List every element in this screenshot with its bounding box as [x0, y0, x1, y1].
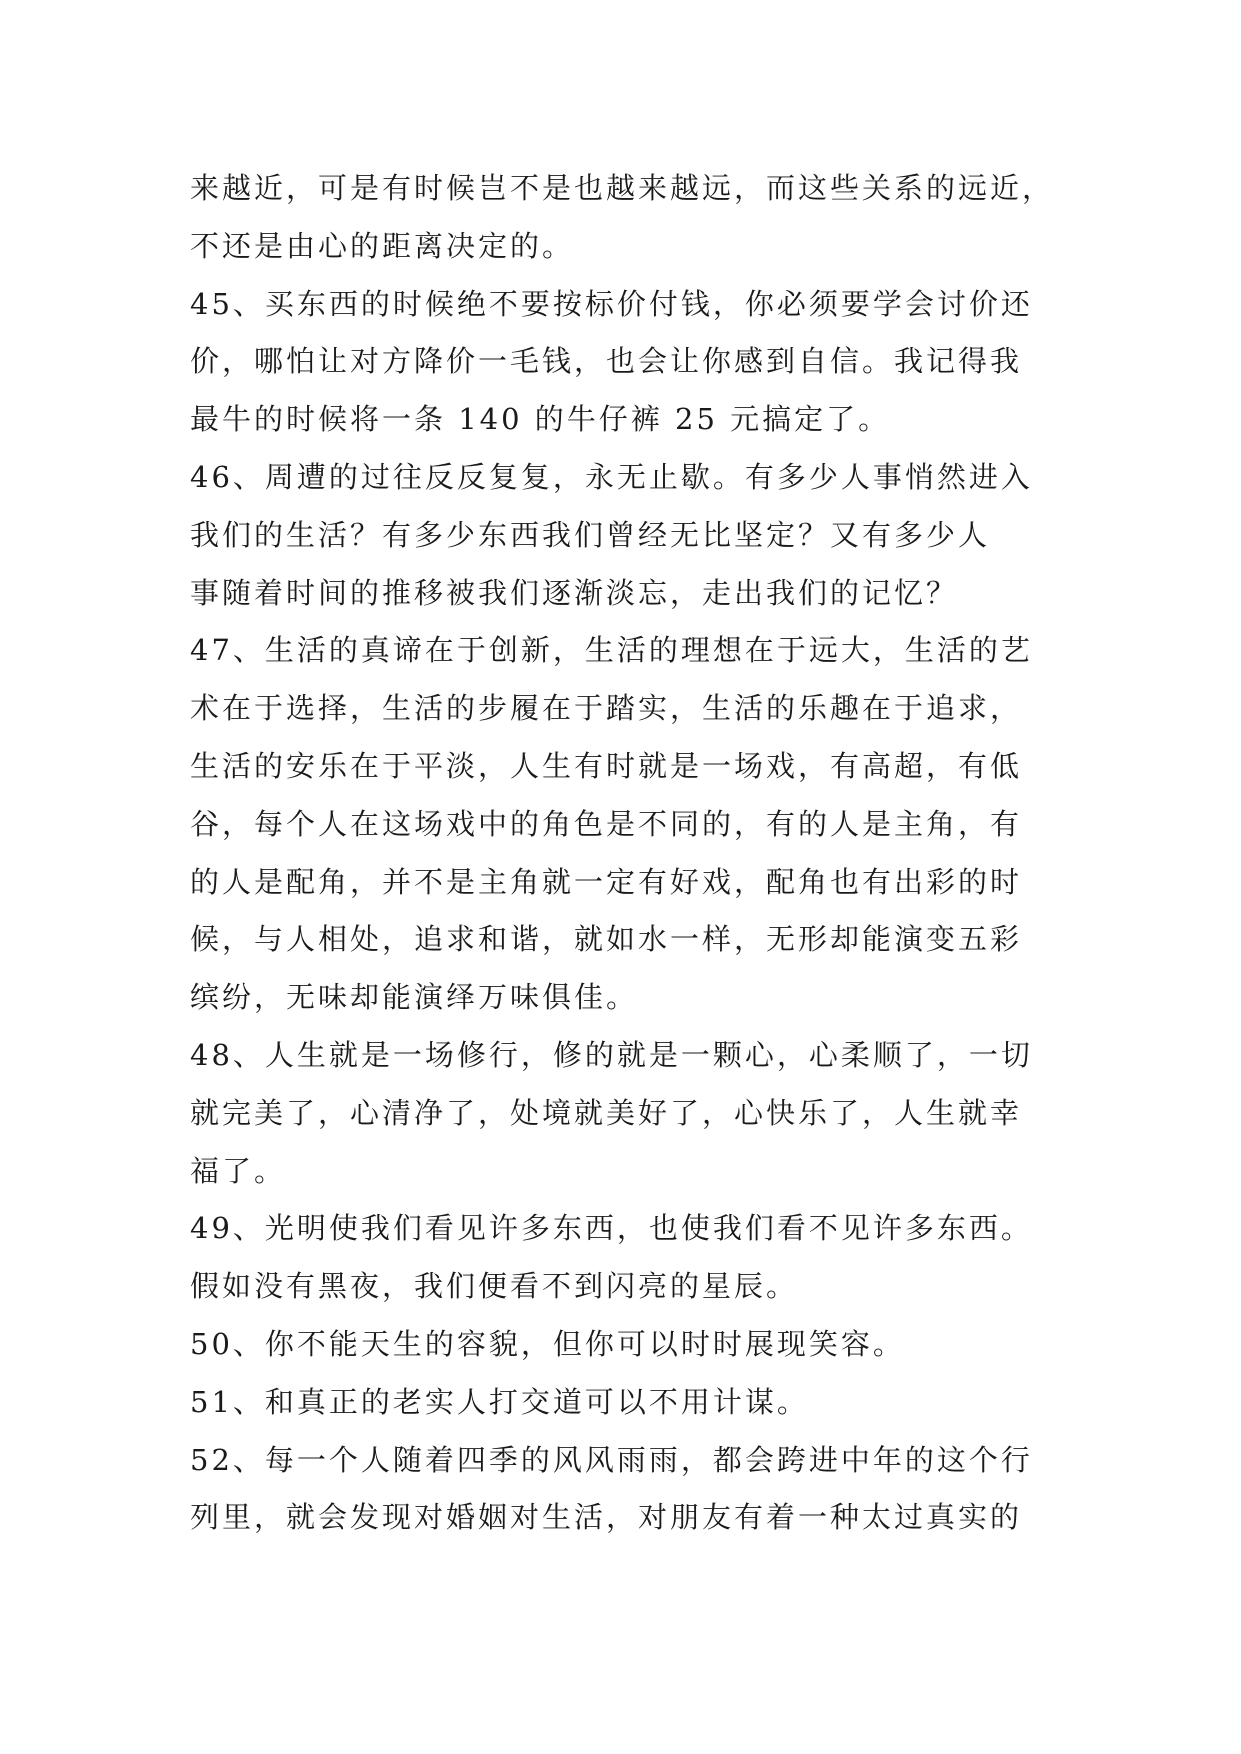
text-line: 52、每一个人随着四季的风风雨雨，都会跨进中年的这个行: [190, 1442, 1033, 1477]
text-line: 事随着时间的推移被我们逐渐淡忘，走出我们的记忆？: [190, 575, 959, 610]
text-line: 就完美了，心清净了，处境就美好了，心快乐了，人生就幸: [190, 1095, 1023, 1130]
text-line: 候，与人相处，追求和谐，就如水一样，无形却能演变五彩: [190, 922, 1023, 957]
text-line: 45、买东西的时候绝不要按标价付钱，你必须要学会讨价还: [190, 286, 1033, 321]
text-line: 最牛的时候将一条 140 的牛仔裤 25 元搞定了。: [190, 402, 891, 437]
text-line: 47、生活的真谛在于创新，生活的理想在于远大，生活的艺: [190, 633, 1033, 668]
text-line: 我们的生活？有多少东西我们曾经无比坚定？又有多少人: [190, 517, 991, 552]
text-line: 48、人生就是一场修行，修的就是一颗心，心柔顺了，一切: [190, 1037, 1033, 1072]
text-line: 术在于选择，生活的步履在于踏实，生活的乐趣在于追求，: [190, 691, 1023, 726]
text-line: 51、和真正的老实人打交道可以不用计谋。: [190, 1384, 809, 1419]
text-line: 生活的安乐在于平淡，人生有时就是一场戏，有高超，有低: [190, 748, 1023, 783]
text-line: 谷，每个人在这场戏中的角色是不同的，有的人是主角，有: [190, 806, 1023, 841]
text-line: 的人是配角，并不是主角就一定有好戏，配角也有出彩的时: [190, 864, 1023, 899]
text-line: 列里，就会发现对婚姻对生活，对朋友有着一种太过真实的: [190, 1500, 1023, 1535]
text-line: 缤纷，无味却能演绎万味俱佳。: [190, 980, 639, 1015]
text-line: 46、周遭的过往反反复复，永无止歇。有多少人事悄然进入: [190, 459, 1033, 494]
text-line: 49、光明使我们看见许多东西，也使我们看不见许多东西。: [190, 1211, 1033, 1246]
text-line: 来越近，可是有时候岂不是也越来越远，而这些关系的远近，: [190, 171, 1055, 205]
text-line: 福了。: [190, 1153, 287, 1188]
text-line: 50、你不能天生的容貌，但你可以时时展现笑容。: [190, 1326, 905, 1361]
body-text: [190, 160, 1070, 1547]
text-line: 价，哪怕让对方降价一毛钱，也会让你感到自信。我记得我: [190, 344, 1023, 379]
text-line: 假如没有黑夜，我们便看不到闪亮的星辰。: [190, 1269, 799, 1304]
text-line: 不还是由心的距离决定的。: [190, 228, 575, 263]
